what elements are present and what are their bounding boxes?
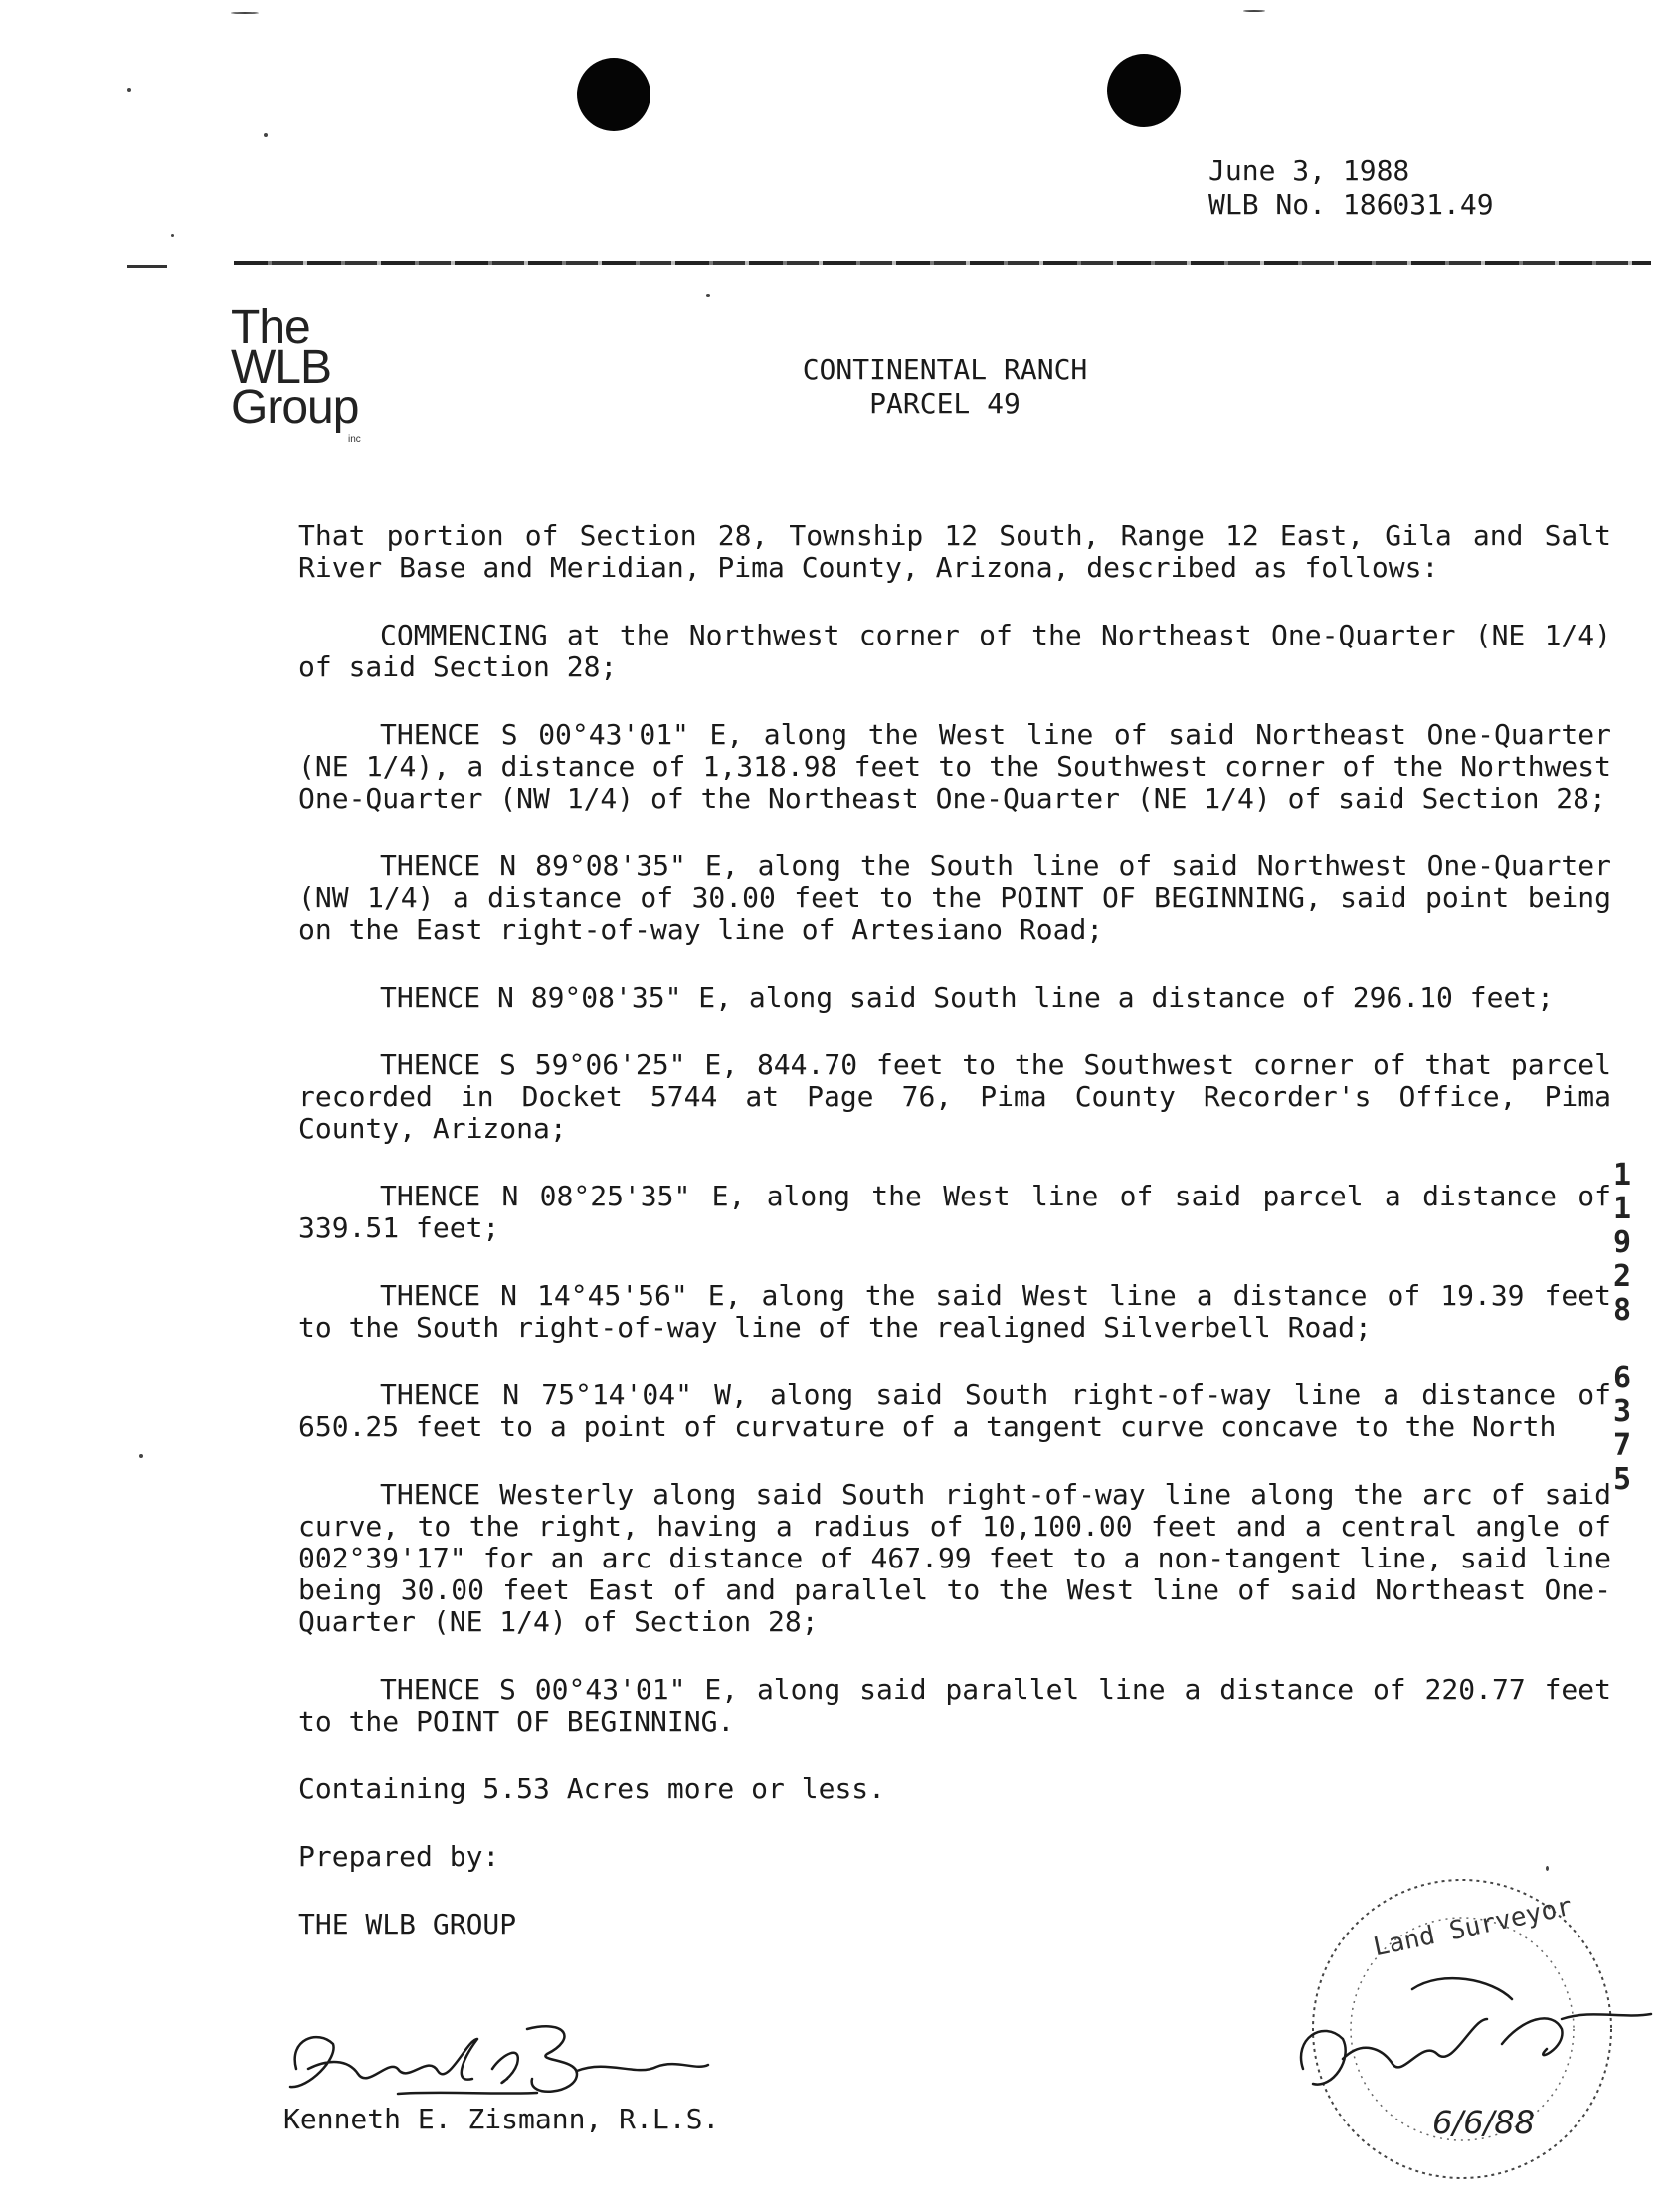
paragraph-course-1: THENCE S 00°43'01" E, along the West line of said Northeast One-Quarter (NE 1/4), a distance of 1,318.98 feet to the Southwest corner of the Northwest One-Quarter (NW 1/4) of the Northeast One-Quarter (NE 1/4) of said Section 28; <box>298 718 1611 815</box>
legal-description <box>298 520 1611 1940</box>
recording-digit: 7 <box>1612 1428 1632 1463</box>
company-name: THE WLB GROUP <box>298 1908 517 1940</box>
header-rule-stub <box>127 265 167 268</box>
title-line-1: CONTINENTAL RANCH <box>802 353 1088 386</box>
acreage-statement: Containing 5.53 Acres more or less. <box>298 1772 886 1805</box>
document-title <box>696 353 1194 421</box>
scan-speck <box>171 234 174 237</box>
paragraph-course-4: THENCE S 59°06'25" E, 844.70 feet to the Southwest corner of that parcel recorded in Docket 5744 at Page 76, Pima County Recorder's Office, Pima County, Arizona; <box>298 1048 1611 1145</box>
logo-line-wlb: WLB <box>231 341 332 394</box>
recording-digit: 1 <box>1612 1158 1632 1193</box>
scan-speck <box>264 133 268 137</box>
paragraph-course-2: THENCE N 89°08'35" E, along the South line of said Northwest One-Quarter (NW 1/4) a distance of 30.00 feet to the POINT OF BEGINNING, said point being on the East right-of-way line of Artesiano Road; <box>298 849 1611 946</box>
seal-date: 6/6/88 <box>1432 2104 1535 2141</box>
recording-digit: 9 <box>1612 1225 1632 1260</box>
scan-speck <box>1243 10 1265 12</box>
recording-digit: 1 <box>1612 1192 1632 1226</box>
signer-name: Kenneth E. Zismann, R.L.S. <box>283 2103 720 2135</box>
scan-speck <box>231 12 259 14</box>
recording-digit: 8 <box>1612 1293 1632 1328</box>
svg-text:Land Surveyor: Land Surveyor <box>1371 1891 1576 1963</box>
punch-hole-left <box>577 58 650 131</box>
recording-digit: 6 <box>1612 1361 1632 1395</box>
logo-suffix: inc <box>348 434 361 445</box>
paragraph-intro: That portion of Section 28, Township 12 South, Range 12 East, Gila and Salt River Base and Meridian, Pima County, Arizona, described as follows: <box>298 519 1611 584</box>
paragraph-course-3: THENCE N 89°08'35" E, along said South line a distance of 296.10 feet; <box>380 981 1555 1014</box>
company-logo <box>231 301 359 434</box>
paragraph-course-5: THENCE N 08°25'35" E, along the West line of said parcel a distance of 339.51 feet; <box>298 1180 1611 1244</box>
punch-hole-right <box>1107 54 1181 127</box>
scan-speck <box>706 294 710 297</box>
paragraph-curve: THENCE Westerly along said South right-of-way line along the arc of said curve, to the right, having a radius of 10,100.00 feet and a central angle of 002°39'17" for an arc distance of 467.99 feet to a non-tangent line, said line being 30.00 feet East of and parallel to the West line of said Northeast One-Quarter (NE 1/4) of Section 28; <box>298 1478 1611 1638</box>
paragraph-commencing: COMMENCING at the Northwest corner of the Northeast One-Quarter (NE 1/4) of said Section 28; <box>298 619 1611 683</box>
logo-line-group: Group <box>231 381 359 434</box>
paragraph-course-6: THENCE N 14°45'56" E, along the said West line a distance of 19.39 feet to the South right-of-way line of the realigned Silverbell Road; <box>298 1279 1611 1344</box>
recording-digit: 3 <box>1612 1394 1632 1429</box>
recording-number <box>1607 1159 1637 1497</box>
recording-digit: 5 <box>1612 1462 1632 1497</box>
handwritten-signature <box>278 1999 716 2119</box>
recording-digit: 2 <box>1612 1259 1632 1294</box>
prepared-by-label: Prepared by: <box>298 1840 500 1873</box>
job-number: WLB No. 186031.49 <box>1208 188 1494 221</box>
scan-speck <box>139 1454 143 1458</box>
scan-speck <box>127 88 131 92</box>
paragraph-course-7: THENCE N 75°14'04" W, along said South right-of-way line a distance of 650.25 feet to a point of curvature of a tangent curve concave to the North <box>298 1379 1611 1443</box>
document-header <box>1208 154 1494 222</box>
document-date: June 3, 1988 <box>1208 154 1410 187</box>
logo-line-the: The <box>231 301 310 354</box>
header-rule <box>234 261 1651 265</box>
paragraph-closing-course: THENCE S 00°43'01" E, along said parallel line a distance of 220.77 feet to the POINT OF BEGINNING. <box>298 1673 1611 1738</box>
surveyor-seal <box>1263 1870 1661 2188</box>
title-line-2: PARCEL 49 <box>869 387 1021 420</box>
